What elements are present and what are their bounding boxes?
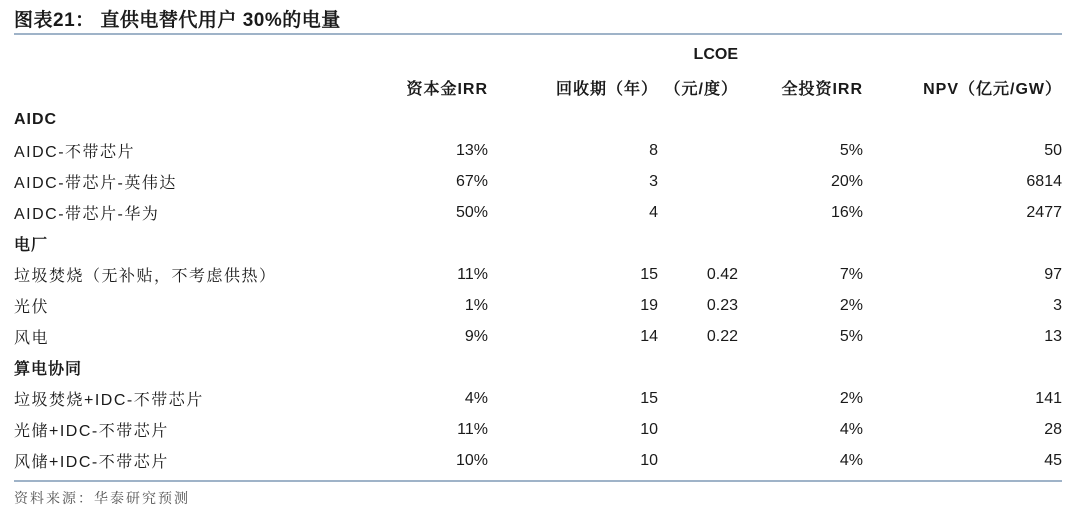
equity-irr-cell: 67%: [455, 172, 488, 190]
col-header-npv: NPV（亿元/GW）: [923, 80, 1062, 98]
section-name: AIDC: [14, 110, 58, 128]
equity-irr-cell: 1%: [464, 296, 488, 314]
col-header-payback: 回收期（年）: [555, 80, 658, 98]
table-row: [14, 445, 1062, 476]
total-irr-cell: 16%: [830, 203, 863, 221]
section-name: 电厂: [14, 237, 49, 254]
payback-cell: 10: [640, 420, 658, 438]
col-header-equity-irr: 资本金IRR: [406, 80, 488, 98]
npv-cell: 6814: [1026, 172, 1062, 190]
npv-cell: 28: [1044, 420, 1062, 438]
npv-cell: 2477: [1026, 203, 1062, 221]
row-label: AIDC-不带芯片: [14, 144, 136, 161]
table-row: [14, 414, 1062, 445]
top-rule: [14, 33, 1062, 35]
table-row: [14, 290, 1062, 321]
lcoe-cell: [658, 414, 738, 445]
row-label: AIDC-带芯片-英伟达: [14, 175, 177, 192]
payback-cell: 8: [649, 141, 658, 159]
row-label: 光储+IDC-不带芯片: [14, 423, 169, 440]
payback-cell: 15: [640, 265, 658, 283]
total-irr-cell: 5%: [839, 141, 863, 159]
total-irr-cell: 4%: [839, 420, 863, 438]
equity-irr-cell: 4%: [464, 389, 488, 407]
equity-irr-cell: 10%: [455, 451, 488, 469]
figure-title: 图表21： 直供电替代用户 30%的电量: [14, 10, 341, 31]
section-name: 算电协同: [14, 361, 83, 378]
npv-cell: 141: [1035, 389, 1062, 407]
equity-irr-cell: 13%: [455, 141, 488, 159]
lcoe-cell: [658, 445, 738, 476]
lcoe-header: LCOE: [693, 46, 738, 63]
col-header-total-irr: 全投资IRR: [781, 80, 863, 98]
total-irr-cell: 5%: [839, 327, 863, 345]
total-irr-cell: 2%: [839, 389, 863, 407]
data-table: [14, 40, 1062, 476]
col-header-lcoe-unit: （元/度）: [664, 80, 738, 98]
column-header-row: [14, 70, 1062, 104]
total-irr-cell: 7%: [839, 265, 863, 283]
section-row: [14, 104, 1062, 135]
col-header-label: [14, 70, 368, 104]
payback-cell: 14: [640, 327, 658, 345]
payback-cell: 3: [649, 172, 658, 190]
row-label: 风储+IDC-不带芯片: [14, 454, 169, 471]
lcoe-header-row: [14, 40, 1062, 70]
total-irr-cell: 20%: [830, 172, 863, 190]
payback-cell: 4: [649, 203, 658, 221]
payback-cell: 10: [640, 451, 658, 469]
bottom-rule: [14, 480, 1062, 482]
npv-cell: 13: [1044, 327, 1062, 345]
section-row: [14, 352, 1062, 383]
row-label: 光伏: [14, 299, 50, 316]
table-row: [14, 383, 1062, 414]
table-row: [14, 259, 1062, 290]
payback-cell: 19: [640, 296, 658, 314]
lcoe-cell: [658, 166, 738, 197]
total-irr-cell: 4%: [839, 451, 863, 469]
row-label: AIDC-带芯片-华为: [14, 206, 160, 223]
equity-irr-cell: 50%: [455, 203, 488, 221]
npv-cell: 45: [1044, 451, 1062, 469]
payback-cell: 15: [640, 389, 658, 407]
row-label: 垃圾焚烧（无补贴，不考虑供热）: [14, 268, 277, 285]
row-label: 垃圾焚烧+IDC-不带芯片: [14, 392, 204, 409]
section-row: [14, 228, 1062, 259]
equity-irr-cell: 9%: [464, 327, 488, 345]
row-label: 风电: [14, 330, 50, 347]
total-irr-cell: 2%: [839, 296, 863, 314]
table-row: [14, 197, 1062, 228]
lcoe-cell: [658, 197, 738, 228]
table-row: [14, 166, 1062, 197]
lcoe-cell: 0.23: [706, 296, 738, 314]
npv-cell: 3: [1053, 296, 1062, 314]
npv-cell: 50: [1044, 141, 1062, 159]
table-row: [14, 321, 1062, 352]
lcoe-cell: 0.22: [706, 327, 738, 345]
lcoe-cell: [658, 135, 738, 166]
source-note: 资料来源：华泰研究预测: [14, 490, 190, 506]
equity-irr-cell: 11%: [457, 420, 488, 438]
lcoe-cell: [658, 383, 738, 414]
table-row: [14, 135, 1062, 166]
npv-cell: 97: [1044, 265, 1062, 283]
lcoe-cell: 0.42: [706, 265, 738, 283]
equity-irr-cell: 11%: [457, 265, 488, 283]
